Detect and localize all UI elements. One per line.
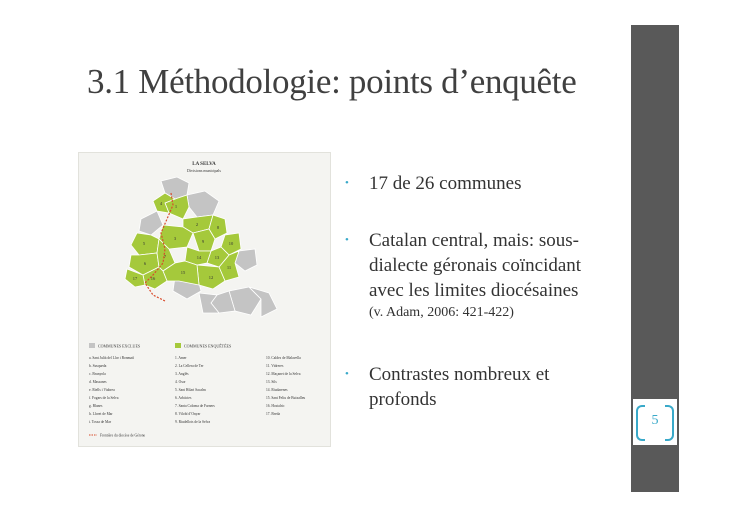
region-label: 13 bbox=[214, 255, 220, 260]
legend-included-item: 15. Sant Feliu de Buixalleu bbox=[266, 396, 306, 400]
legend-excluded-item: d. Massanes bbox=[89, 380, 107, 384]
legend-included-item: 9. Riudellots de la Selva bbox=[175, 420, 211, 424]
map-regions bbox=[125, 177, 277, 317]
region-label: 8 bbox=[216, 225, 220, 230]
map-svg bbox=[79, 153, 330, 446]
region-label: 4 bbox=[159, 201, 163, 206]
legend-excluded-title: COMMUNES EXCLUES bbox=[98, 343, 141, 349]
legend-included-item: 11. Vidreres bbox=[266, 364, 284, 368]
region-label: 16 bbox=[150, 276, 156, 281]
bullet-text: Contrastes nombreux et profonds bbox=[369, 364, 550, 410]
bullet-dot-icon: • bbox=[345, 368, 349, 380]
legend-included-item: 14. Riudarenes bbox=[266, 388, 288, 392]
region-label: 14 bbox=[196, 255, 202, 260]
bullet-text: Catalan central, mais: sous- dialecte géronais coïncidant avec les limites diocésaines (v. Adam, 2006: 421-422) bbox=[369, 228, 581, 323]
map-legend bbox=[89, 343, 305, 438]
region-label: 11 bbox=[226, 265, 232, 270]
region-excluded-west bbox=[139, 211, 163, 235]
region-label: 9 bbox=[201, 239, 205, 244]
legend-excluded-item: h. Lloret de Mar bbox=[89, 412, 113, 416]
bullet-dot-icon: • bbox=[345, 177, 349, 189]
legend-included-item: 16. Hostalric bbox=[266, 404, 285, 408]
legend-swatch-included bbox=[175, 343, 181, 348]
page-number: 5 bbox=[651, 413, 659, 428]
map-subtitle: Divisions municipals bbox=[187, 168, 221, 173]
region-label: 5 bbox=[142, 241, 146, 246]
map-figure bbox=[78, 152, 331, 447]
region-excluded-northeast bbox=[187, 191, 219, 217]
region-label: 17 bbox=[132, 276, 138, 281]
region-label: 7 bbox=[163, 254, 167, 259]
legend-swatch-excluded bbox=[89, 343, 95, 348]
legend-included-item: 2. La Cellera de Ter bbox=[175, 364, 204, 368]
bullet-dot-icon: • bbox=[345, 234, 349, 246]
region-label: 15 bbox=[180, 270, 186, 275]
region-label: 2 bbox=[195, 222, 199, 227]
legend-included-item: 10. Caldes de Malavella bbox=[266, 356, 301, 360]
region-label: 12 bbox=[208, 275, 214, 280]
legend-excluded-item: a. Sant Julià del Llor i Bonmatí bbox=[89, 356, 135, 360]
legend-excluded-item: f. Fogars de la Selva bbox=[89, 396, 119, 400]
legend-excluded-item: b. Susqueda bbox=[89, 364, 107, 368]
legend-excluded-item: c. Brunyola bbox=[89, 372, 106, 376]
map-title: LA SELVA bbox=[192, 162, 216, 167]
legend-included-item: 13. Sils bbox=[266, 380, 277, 384]
page-number-badge bbox=[633, 399, 677, 445]
legend-included-item: 8. Vilobí d’Onyar bbox=[175, 412, 201, 416]
slide-title: 3.1 Méthodologie: points d’enquête bbox=[87, 62, 577, 101]
region-label: 1 bbox=[174, 204, 178, 209]
legend-included-item: 4. Osor bbox=[175, 380, 186, 384]
legend-footnote: Frontière du diocèse de Gérone bbox=[100, 433, 146, 438]
region-label: 10 bbox=[228, 241, 234, 246]
legend-included-item: 17. Breda bbox=[266, 412, 280, 416]
legend-included-item: 3. Anglès bbox=[175, 372, 189, 376]
legend-included-item: 6. Arbúcies bbox=[175, 396, 192, 400]
bullet-note: (v. Adam, 2006: 421-422) bbox=[369, 305, 514, 320]
legend-included-item: 1. Amer bbox=[175, 356, 187, 360]
legend-excluded-item: g. Blanes bbox=[89, 404, 103, 408]
legend-excluded-item: i. Tossa de Mar bbox=[89, 420, 112, 424]
region-label: 3 bbox=[173, 236, 177, 241]
legend-included-item: 12. Maçanet de la Selva bbox=[266, 372, 301, 376]
legend-excluded-item: e. Riells i Viabrea bbox=[89, 388, 115, 392]
legend-included-title: COMMUNES ENQUÊTÉES bbox=[184, 343, 232, 349]
legend-included-item: 7. Santa Coloma de Farners bbox=[175, 404, 215, 408]
region-label: 6 bbox=[143, 261, 147, 266]
bullet-text: 17 de 26 communes bbox=[369, 173, 522, 194]
legend-included-item: 5. Sant Hilari Sacalm bbox=[175, 388, 206, 392]
